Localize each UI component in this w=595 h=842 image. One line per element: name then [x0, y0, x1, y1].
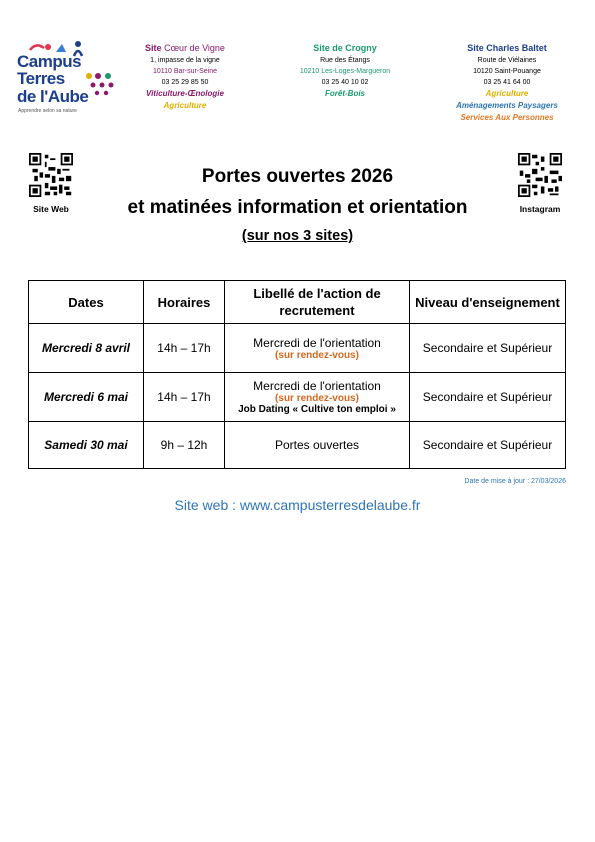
- table-row: [29, 373, 566, 422]
- site-coeur-de-vigne: [130, 42, 240, 112]
- site-specialty: Viticulture-Œnologie: [146, 89, 224, 98]
- event-action: [225, 373, 410, 422]
- event-level: Secondaire et Supérieur: [410, 324, 566, 373]
- event-date: Mercredi 8 avril: [29, 324, 144, 373]
- logo-grape-icon: [84, 70, 118, 104]
- site-specialty: Forêt-Bois: [325, 89, 365, 98]
- event-action-note: (sur rendez-vous): [275, 349, 359, 361]
- site-name: Site Cœur de Vigne: [145, 43, 225, 53]
- logo-line-2: Terres: [17, 69, 65, 88]
- site-specialty: Aménagements Paysagers: [456, 101, 558, 110]
- site-phone: 03 25 40 10 02: [321, 79, 369, 86]
- instagram-qr-code-icon[interactable]: [518, 153, 562, 197]
- website-qr-code-icon[interactable]: [29, 153, 73, 197]
- event-date: Samedi 30 mai: [29, 422, 144, 469]
- instagram-qr-block[interactable]: [518, 153, 562, 214]
- column-header-action: Libellé de l'action de recrutement: [225, 281, 410, 324]
- site-address-line-2: 10210 Les-Loges-Margueron: [299, 68, 391, 75]
- event-action-label: Mercredi de l'orientation: [253, 379, 381, 393]
- site-address-line-2: 10120 Saint-Pouange: [473, 68, 541, 75]
- site-address-line-1: Route de Viélaines: [477, 57, 537, 64]
- logo-line-1: Campus: [17, 52, 82, 71]
- event-date: Mercredi 6 mai: [29, 373, 144, 422]
- site-crogny: [287, 42, 403, 100]
- events-table: [28, 280, 566, 469]
- site-address-line-1: Rue des Étangs: [320, 57, 370, 64]
- website-qr-label: Site Web: [33, 204, 69, 214]
- page-title-line-2: et matinées information et orientation: [127, 197, 468, 218]
- update-date-note: Date de mise à jour : 27/03/2026: [464, 478, 566, 485]
- column-header-level: Niveau d'enseignement: [410, 281, 566, 324]
- instagram-qr-label: Instagram: [519, 204, 561, 214]
- page-subtitle: (sur nos 3 sites): [241, 228, 354, 244]
- table-header-row: [29, 281, 566, 324]
- event-action-extra: Job Dating « Cultive ton emploi »: [238, 404, 396, 415]
- event-action: [225, 422, 410, 469]
- event-hours: 9h – 12h: [144, 422, 225, 469]
- column-header-hours: Horaires: [144, 281, 225, 324]
- website-qr-block[interactable]: [29, 153, 73, 214]
- site-address-line-1: 1, impasse de la vigne: [150, 57, 220, 64]
- logo-line-3: de l'Aube: [17, 87, 89, 106]
- table-row: [29, 422, 566, 469]
- campus-logo: [12, 38, 120, 124]
- table-row: [29, 324, 566, 373]
- event-action-note: (sur rendez-vous): [275, 393, 359, 404]
- event-action: [225, 324, 410, 373]
- site-name: Site Charles Baltet: [467, 43, 547, 53]
- site-phone: 03 25 29 85 50: [161, 79, 209, 86]
- website-link[interactable]: Site web : www.campusterresdelaube.fr: [174, 497, 421, 513]
- event-action-label: Mercredi de l'orientation: [253, 335, 381, 350]
- site-name: Site de Crogny: [313, 43, 377, 53]
- site-specialty: Services Aux Personnes: [460, 113, 554, 122]
- site-specialty: Agriculture: [485, 89, 529, 98]
- event-hours: 14h – 17h: [144, 373, 225, 422]
- site-phone: 03 25 41 64 00: [483, 79, 531, 86]
- event-action-label: Portes ouvertes: [274, 438, 360, 452]
- page-title: Portes ouvertes 2026: [201, 166, 394, 187]
- site-address-line-2: 10110 Bar-sur-Seine: [152, 68, 218, 75]
- event-level: Secondaire et Supérieur: [410, 373, 566, 422]
- column-header-dates: Dates: [29, 281, 144, 324]
- logo-tagline: Apprendre selon sa nature: [18, 108, 77, 114]
- event-level: Secondaire et Supérieur: [410, 422, 566, 469]
- event-hours: 14h – 17h: [144, 324, 225, 373]
- site-charles-baltet: [440, 42, 574, 124]
- site-specialty: Agriculture: [163, 101, 207, 110]
